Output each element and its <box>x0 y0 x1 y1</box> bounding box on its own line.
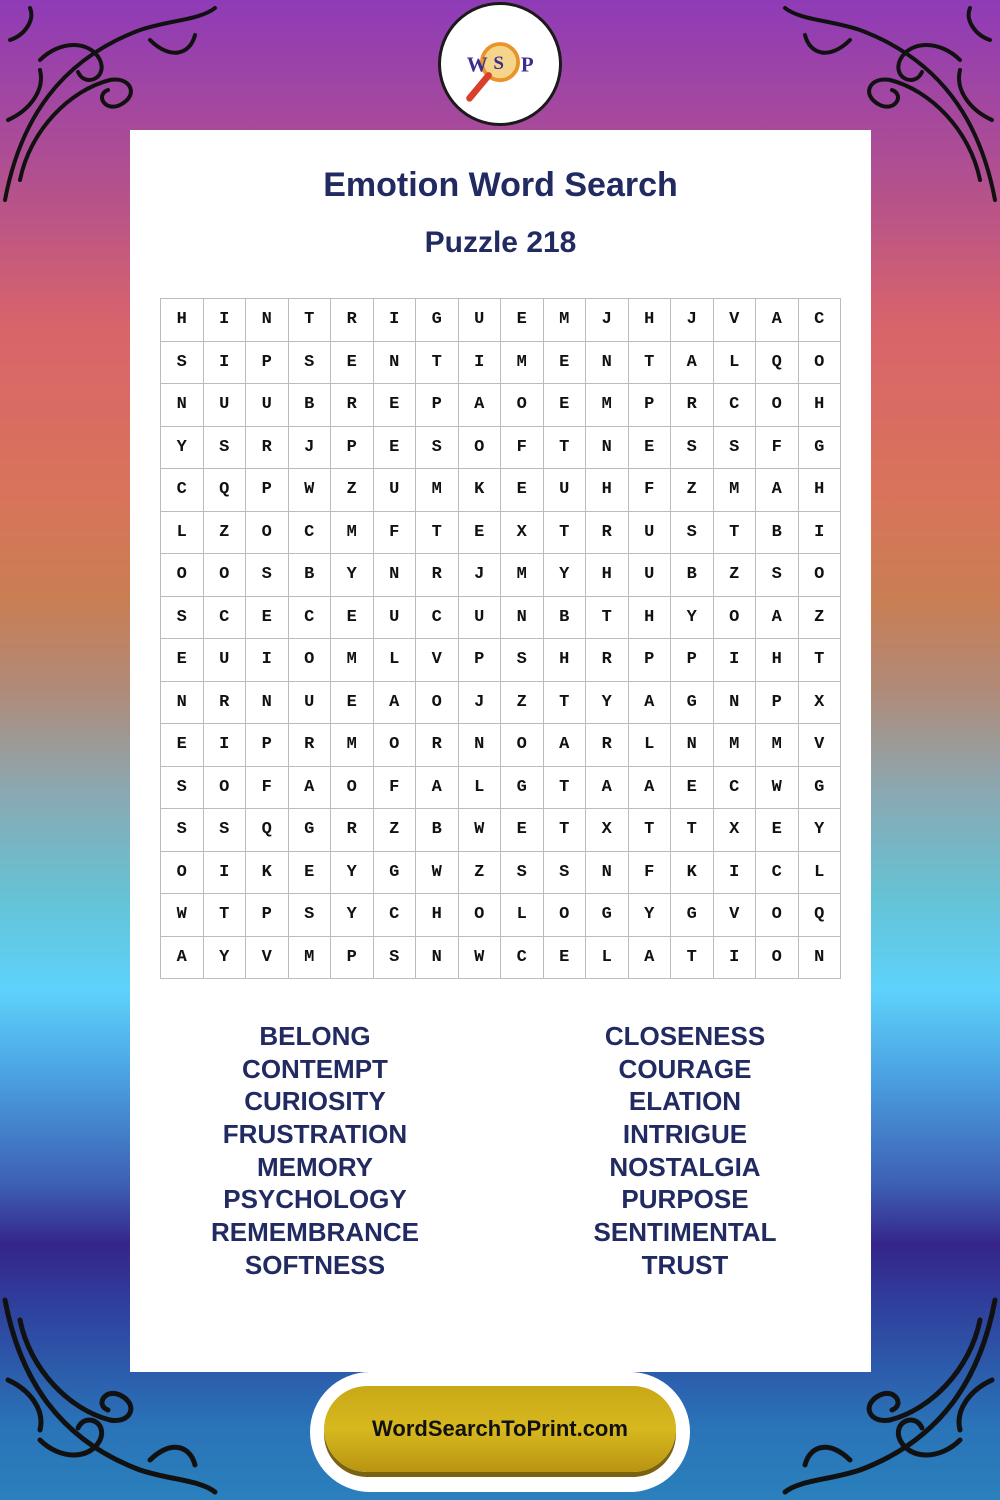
grid-cell[interactable]: L <box>586 937 629 980</box>
grid-cell[interactable]: R <box>289 724 332 767</box>
grid-cell[interactable]: M <box>714 469 757 512</box>
grid-cell[interactable]: A <box>671 342 714 385</box>
grid-cell[interactable]: O <box>756 894 799 937</box>
grid-cell[interactable]: R <box>331 384 374 427</box>
grid-cell[interactable]: E <box>331 682 374 725</box>
grid-cell[interactable]: H <box>756 639 799 682</box>
grid-cell[interactable]: T <box>204 894 247 937</box>
grid-cell[interactable]: L <box>459 767 502 810</box>
letter-grid <box>160 298 841 979</box>
grid-cell[interactable]: B <box>756 512 799 555</box>
grid-cell[interactable]: F <box>501 427 544 470</box>
grid-cell[interactable]: S <box>374 937 417 980</box>
grid-cell[interactable]: F <box>246 767 289 810</box>
grid-cell[interactable]: E <box>374 427 417 470</box>
word-list-item: SOFTNESS <box>244 1249 386 1280</box>
grid-cell[interactable]: P <box>246 342 289 385</box>
grid-cell[interactable]: E <box>756 809 799 852</box>
grid-cell[interactable]: N <box>374 342 417 385</box>
grid-cell[interactable]: U <box>374 597 417 640</box>
grid-cell[interactable]: R <box>416 554 459 597</box>
grid-cell[interactable]: N <box>416 937 459 980</box>
grid-cell[interactable]: J <box>289 427 332 470</box>
grid-cell[interactable]: R <box>331 299 374 342</box>
grid-cell[interactable]: Q <box>799 894 842 937</box>
grid-cell[interactable]: A <box>289 767 332 810</box>
grid-cell[interactable]: S <box>161 767 204 810</box>
grid-cell[interactable]: G <box>501 767 544 810</box>
grid-cell[interactable]: N <box>161 384 204 427</box>
grid-cell[interactable]: G <box>374 852 417 895</box>
grid-cell[interactable]: U <box>204 384 247 427</box>
grid-cell[interactable]: P <box>416 384 459 427</box>
grid-cell[interactable]: L <box>799 852 842 895</box>
grid-cell[interactable]: O <box>416 682 459 725</box>
word-list-item: CONTEMPT <box>242 1053 388 1084</box>
grid-cell[interactable]: N <box>799 937 842 980</box>
grid-cell[interactable]: S <box>671 427 714 470</box>
grid-cell[interactable]: W <box>459 937 502 980</box>
grid-cell[interactable]: E <box>629 427 672 470</box>
grid-cell[interactable]: S <box>161 809 204 852</box>
grid-cell[interactable]: Y <box>331 894 374 937</box>
grid-cell[interactable]: L <box>374 639 417 682</box>
grid-cell[interactable]: S <box>289 342 332 385</box>
grid-cell[interactable]: I <box>204 852 247 895</box>
grid-cell[interactable]: C <box>374 894 417 937</box>
grid-cell[interactable]: H <box>161 299 204 342</box>
grid-cell[interactable]: Y <box>671 597 714 640</box>
grid-cell[interactable]: P <box>629 384 672 427</box>
grid-cell[interactable]: K <box>246 852 289 895</box>
grid-cell[interactable]: C <box>416 597 459 640</box>
grid-cell[interactable]: R <box>246 427 289 470</box>
grid-cell[interactable]: E <box>501 299 544 342</box>
grid-cell[interactable]: B <box>544 597 587 640</box>
grid-cell[interactable]: O <box>501 724 544 767</box>
grid-cell[interactable]: E <box>544 384 587 427</box>
grid-cell[interactable]: E <box>544 937 587 980</box>
grid-cell[interactable]: G <box>586 894 629 937</box>
grid-cell[interactable]: B <box>289 554 332 597</box>
grid-cell[interactable]: R <box>671 384 714 427</box>
grid-cell[interactable]: H <box>799 384 842 427</box>
grid-cell[interactable]: U <box>204 639 247 682</box>
logo-letter-s: S <box>493 52 504 74</box>
grid-cell[interactable]: I <box>204 724 247 767</box>
grid-cell[interactable]: A <box>544 724 587 767</box>
grid-cell[interactable]: T <box>544 809 587 852</box>
grid-cell[interactable]: P <box>459 639 502 682</box>
grid-cell[interactable]: I <box>799 512 842 555</box>
grid-cell[interactable]: E <box>374 384 417 427</box>
grid-cell[interactable]: R <box>586 639 629 682</box>
grid-cell[interactable]: N <box>586 342 629 385</box>
grid-cell[interactable]: V <box>714 894 757 937</box>
grid-cell[interactable]: I <box>459 342 502 385</box>
grid-cell[interactable]: V <box>799 724 842 767</box>
word-list-item: MEMORY <box>256 1151 374 1182</box>
grid-cell[interactable]: I <box>374 299 417 342</box>
grid-cell[interactable]: M <box>586 384 629 427</box>
grid-cell[interactable]: S <box>714 427 757 470</box>
word-list-right <box>500 1020 870 1282</box>
grid-cell[interactable]: Z <box>204 512 247 555</box>
grid-cell[interactable]: T <box>289 299 332 342</box>
logo-letter-p: P <box>520 52 534 77</box>
grid-cell[interactable]: A <box>374 682 417 725</box>
grid-cell[interactable]: Y <box>204 937 247 980</box>
grid-cell[interactable]: E <box>331 342 374 385</box>
grid-cell[interactable]: N <box>161 682 204 725</box>
grid-cell[interactable]: O <box>544 894 587 937</box>
site-link-button[interactable] <box>310 1372 690 1492</box>
grid-cell[interactable]: I <box>204 299 247 342</box>
grid-cell[interactable]: A <box>586 767 629 810</box>
grid-cell[interactable]: T <box>629 342 672 385</box>
grid-cell[interactable]: T <box>416 512 459 555</box>
grid-cell[interactable]: I <box>246 639 289 682</box>
grid-cell[interactable]: P <box>331 937 374 980</box>
grid-cell[interactable]: S <box>289 894 332 937</box>
page-title: Emotion Word Search <box>323 166 678 204</box>
grid-cell[interactable]: Y <box>629 894 672 937</box>
grid-cell[interactable]: H <box>586 554 629 597</box>
grid-cell[interactable]: J <box>671 299 714 342</box>
grid-cell[interactable]: U <box>629 554 672 597</box>
grid-cell[interactable]: C <box>714 384 757 427</box>
grid-cell[interactable]: J <box>586 299 629 342</box>
grid-cell[interactable]: U <box>459 597 502 640</box>
grid-cell[interactable]: G <box>671 682 714 725</box>
grid-cell[interactable]: B <box>671 554 714 597</box>
grid-cell[interactable]: Z <box>799 597 842 640</box>
grid-cell[interactable]: U <box>289 682 332 725</box>
grid-cell[interactable]: R <box>586 724 629 767</box>
grid-cell[interactable]: O <box>161 852 204 895</box>
grid-cell[interactable]: S <box>416 427 459 470</box>
grid-cell[interactable]: Q <box>756 342 799 385</box>
grid-cell[interactable]: S <box>161 342 204 385</box>
grid-cell[interactable]: V <box>246 937 289 980</box>
grid-cell[interactable]: F <box>629 469 672 512</box>
grid-cell[interactable]: G <box>416 299 459 342</box>
grid-cell[interactable]: N <box>374 554 417 597</box>
grid-cell[interactable]: W <box>161 894 204 937</box>
grid-cell[interactable]: P <box>331 427 374 470</box>
grid-cell[interactable]: Z <box>331 469 374 512</box>
grid-cell[interactable]: R <box>204 682 247 725</box>
grid-cell[interactable]: O <box>289 639 332 682</box>
grid-cell[interactable]: W <box>416 852 459 895</box>
grid-cell[interactable]: Q <box>246 809 289 852</box>
grid-cell[interactable]: O <box>799 554 842 597</box>
grid-cell[interactable]: A <box>161 937 204 980</box>
grid-cell[interactable]: T <box>544 512 587 555</box>
grid-cell[interactable]: O <box>501 384 544 427</box>
grid-cell[interactable]: H <box>416 894 459 937</box>
grid-cell[interactable]: R <box>331 809 374 852</box>
grid-cell[interactable]: M <box>501 554 544 597</box>
grid-cell[interactable]: O <box>756 384 799 427</box>
grid-cell[interactable]: G <box>799 427 842 470</box>
grid-cell[interactable]: O <box>161 554 204 597</box>
grid-cell[interactable]: E <box>289 852 332 895</box>
grid-cell[interactable]: E <box>671 767 714 810</box>
grid-cell[interactable]: M <box>331 512 374 555</box>
grid-cell[interactable]: E <box>161 724 204 767</box>
grid-cell[interactable]: A <box>629 767 672 810</box>
grid-cell[interactable]: T <box>799 639 842 682</box>
grid-cell[interactable]: O <box>799 342 842 385</box>
site-link-label[interactable]: WordSearchToPrint.com <box>324 1386 676 1472</box>
grid-cell[interactable]: Y <box>161 427 204 470</box>
logo-letter-w: W <box>466 52 488 77</box>
grid-cell[interactable]: Q <box>204 469 247 512</box>
grid-cell[interactable]: H <box>586 469 629 512</box>
grid-cell[interactable]: A <box>756 469 799 512</box>
grid-cell[interactable]: N <box>246 682 289 725</box>
grid-cell[interactable]: M <box>714 724 757 767</box>
grid-cell[interactable]: M <box>544 299 587 342</box>
grid-cell[interactable]: O <box>204 554 247 597</box>
grid-cell[interactable]: C <box>161 469 204 512</box>
word-list-item: PURPOSE <box>621 1184 749 1215</box>
grid-cell[interactable]: I <box>714 639 757 682</box>
grid-cell[interactable]: Y <box>799 809 842 852</box>
grid-cell[interactable]: T <box>544 767 587 810</box>
grid-cell[interactable]: M <box>331 724 374 767</box>
grid-cell[interactable]: Z <box>671 469 714 512</box>
grid-cell[interactable]: A <box>459 384 502 427</box>
grid-cell[interactable]: L <box>629 724 672 767</box>
grid-cell[interactable]: K <box>459 469 502 512</box>
grid-cell[interactable]: A <box>416 767 459 810</box>
grid-cell[interactable]: S <box>204 809 247 852</box>
grid-cell[interactable]: F <box>629 852 672 895</box>
grid-cell[interactable]: Z <box>501 682 544 725</box>
grid-cell[interactable]: E <box>459 512 502 555</box>
grid-cell[interactable]: P <box>671 639 714 682</box>
grid-cell[interactable]: E <box>161 639 204 682</box>
grid-cell[interactable]: T <box>714 512 757 555</box>
grid-cell[interactable]: O <box>714 597 757 640</box>
grid-cell[interactable]: P <box>246 724 289 767</box>
grid-cell[interactable]: W <box>756 767 799 810</box>
grid-cell[interactable]: O <box>246 512 289 555</box>
word-list-item: ELATION <box>628 1086 742 1117</box>
grid-cell[interactable]: S <box>161 597 204 640</box>
grid-cell[interactable]: C <box>756 852 799 895</box>
grid-cell[interactable]: N <box>714 682 757 725</box>
grid-cell[interactable]: M <box>289 937 332 980</box>
grid-cell[interactable]: O <box>331 767 374 810</box>
grid-cell[interactable]: I <box>204 342 247 385</box>
grid-cell[interactable]: E <box>501 469 544 512</box>
grid-cell[interactable]: A <box>629 682 672 725</box>
grid-cell[interactable]: W <box>289 469 332 512</box>
word-list-item: NOSTALGIA <box>609 1151 761 1182</box>
grid-cell[interactable]: U <box>374 469 417 512</box>
grid-cell[interactable]: L <box>501 894 544 937</box>
grid-cell[interactable]: S <box>671 512 714 555</box>
grid-cell[interactable]: H <box>799 469 842 512</box>
grid-cell[interactable]: M <box>756 724 799 767</box>
grid-cell[interactable]: M <box>331 639 374 682</box>
grid-cell[interactable]: I <box>714 852 757 895</box>
puzzle-number: Puzzle 218 <box>424 226 577 259</box>
grid-cell[interactable]: A <box>756 299 799 342</box>
grid-cell[interactable]: R <box>416 724 459 767</box>
grid-cell[interactable]: O <box>756 937 799 980</box>
grid-cell[interactable]: Y <box>331 852 374 895</box>
grid-cell[interactable]: C <box>204 597 247 640</box>
grid-cell[interactable]: L <box>161 512 204 555</box>
grid-cell[interactable]: X <box>714 809 757 852</box>
grid-cell[interactable]: B <box>416 809 459 852</box>
grid-cell[interactable]: L <box>714 342 757 385</box>
grid-cell[interactable]: T <box>416 342 459 385</box>
word-list-left <box>130 1020 500 1282</box>
grid-cell[interactable]: O <box>204 767 247 810</box>
grid-cell[interactable]: C <box>501 937 544 980</box>
wsp-logo[interactable] <box>438 2 562 126</box>
grid-cell[interactable]: P <box>246 469 289 512</box>
grid-cell[interactable]: F <box>756 427 799 470</box>
grid-cell[interactable]: E <box>544 342 587 385</box>
word-list-item: PSYCHOLOGY <box>223 1184 407 1215</box>
word-list-item: FRUSTRATION <box>222 1119 408 1150</box>
grid-cell[interactable]: C <box>289 512 332 555</box>
grid-cell[interactable]: G <box>671 894 714 937</box>
grid-cell[interactable]: U <box>459 299 502 342</box>
grid-cell[interactable]: P <box>756 682 799 725</box>
grid-cell[interactable]: N <box>671 724 714 767</box>
grid-cell[interactable]: T <box>671 809 714 852</box>
grid-cell[interactable]: J <box>459 682 502 725</box>
grid-cell[interactable]: S <box>246 554 289 597</box>
grid-cell[interactable]: O <box>459 894 502 937</box>
grid-cell[interactable]: N <box>459 724 502 767</box>
grid-cell[interactable]: V <box>714 299 757 342</box>
puzzle-card <box>130 130 871 1372</box>
grid-cell[interactable]: R <box>586 512 629 555</box>
grid-cell[interactable]: H <box>544 639 587 682</box>
word-list-item: SENTIMENTAL <box>593 1217 777 1248</box>
grid-cell[interactable]: O <box>374 724 417 767</box>
grid-cell[interactable]: E <box>331 597 374 640</box>
word-list-item: CURIOSITY <box>244 1086 386 1117</box>
word-list-item: COURAGE <box>618 1053 752 1084</box>
grid-cell[interactable]: N <box>586 427 629 470</box>
word-list-item: TRUST <box>641 1249 729 1280</box>
grid-cell[interactable]: M <box>416 469 459 512</box>
grid-cell[interactable]: S <box>501 639 544 682</box>
grid-cell[interactable]: S <box>544 852 587 895</box>
grid-cell[interactable]: O <box>459 427 502 470</box>
grid-cell[interactable]: V <box>416 639 459 682</box>
grid-cell[interactable]: T <box>544 682 587 725</box>
grid-cell[interactable]: A <box>629 937 672 980</box>
grid-cell[interactable]: H <box>629 597 672 640</box>
grid-cell[interactable]: Z <box>714 554 757 597</box>
grid-cell[interactable]: P <box>246 894 289 937</box>
grid-cell[interactable]: U <box>544 469 587 512</box>
grid-cell[interactable]: H <box>629 299 672 342</box>
grid-cell[interactable]: N <box>246 299 289 342</box>
grid-cell[interactable]: C <box>289 597 332 640</box>
grid-cell[interactable]: Y <box>544 554 587 597</box>
grid-cell[interactable]: P <box>629 639 672 682</box>
grid-cell[interactable]: X <box>501 512 544 555</box>
grid-cell[interactable]: C <box>799 299 842 342</box>
grid-cell[interactable]: F <box>374 767 417 810</box>
word-list-item: REMEMBRANCE <box>211 1217 419 1248</box>
grid-cell[interactable]: T <box>629 809 672 852</box>
grid-cell[interactable]: U <box>629 512 672 555</box>
grid-cell[interactable]: N <box>586 852 629 895</box>
grid-cell[interactable]: Y <box>586 682 629 725</box>
grid-cell[interactable]: M <box>501 342 544 385</box>
word-list-item: CLOSENESS <box>604 1021 766 1051</box>
grid-cell[interactable]: X <box>586 809 629 852</box>
grid-cell[interactable]: X <box>799 682 842 725</box>
grid-cell[interactable]: T <box>671 937 714 980</box>
grid-cell[interactable]: B <box>289 384 332 427</box>
word-list-item: INTRIGUE <box>622 1119 748 1150</box>
grid-cell[interactable]: Y <box>331 554 374 597</box>
grid-cell[interactable]: W <box>459 809 502 852</box>
grid-cell[interactable]: Z <box>459 852 502 895</box>
grid-cell[interactable]: T <box>544 427 587 470</box>
grid-cell[interactable]: N <box>501 597 544 640</box>
grid-cell[interactable]: S <box>501 852 544 895</box>
grid-cell[interactable]: S <box>204 427 247 470</box>
grid-cell[interactable]: F <box>374 512 417 555</box>
grid-cell[interactable]: G <box>289 809 332 852</box>
grid-cell[interactable]: G <box>799 767 842 810</box>
grid-cell[interactable]: J <box>459 554 502 597</box>
grid-cell[interactable]: I <box>714 937 757 980</box>
grid-cell[interactable]: K <box>671 852 714 895</box>
grid-cell[interactable]: S <box>756 554 799 597</box>
grid-cell[interactable]: T <box>586 597 629 640</box>
grid-cell[interactable]: U <box>246 384 289 427</box>
grid-cell[interactable]: E <box>246 597 289 640</box>
word-list-item: BELONG <box>259 1021 371 1051</box>
grid-cell[interactable]: A <box>756 597 799 640</box>
grid-cell[interactable]: Z <box>374 809 417 852</box>
grid-cell[interactable]: E <box>501 809 544 852</box>
grid-cell[interactable]: C <box>714 767 757 810</box>
